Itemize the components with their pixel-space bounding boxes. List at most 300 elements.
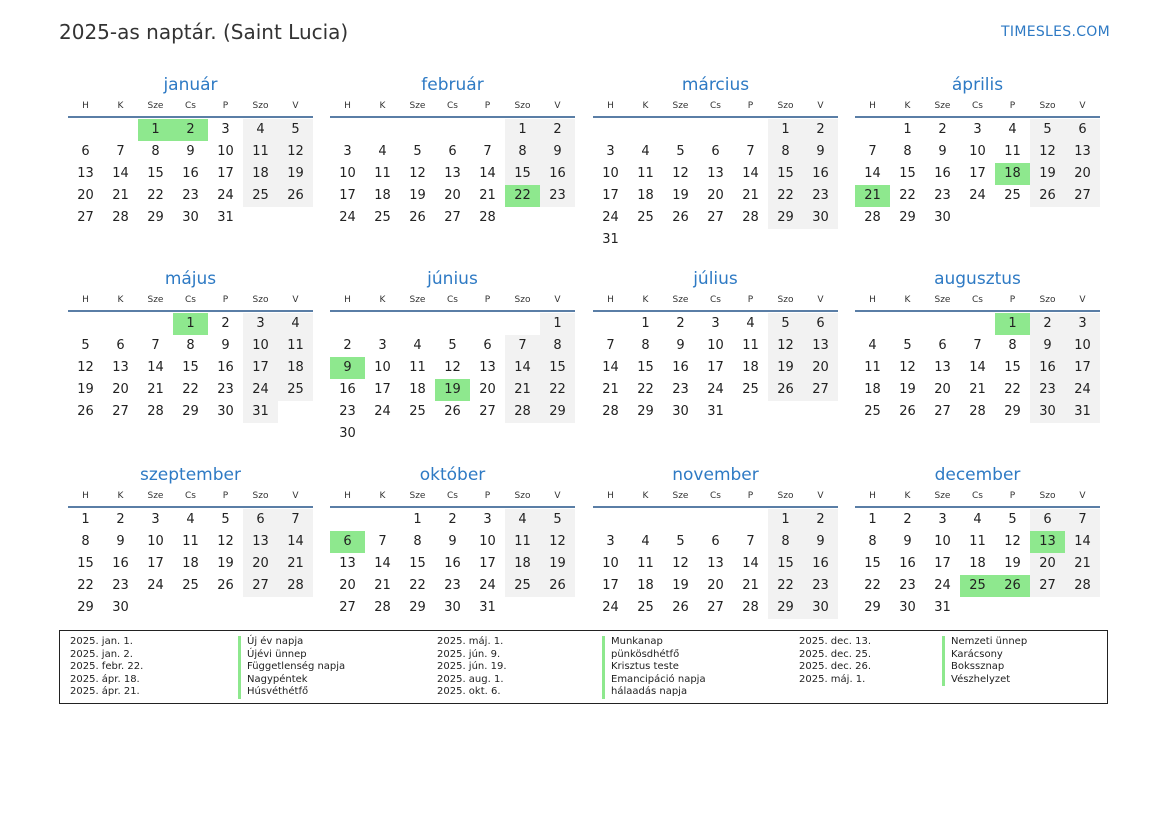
legend-date: 2025. dec. 25. xyxy=(799,648,872,660)
month-name: december xyxy=(934,465,1021,485)
day-cell: 10 xyxy=(934,534,951,549)
day-cell: 11 xyxy=(969,534,986,549)
empty-cell xyxy=(960,313,995,335)
day-cell: 12 xyxy=(1030,141,1065,163)
day-cell: 6 xyxy=(803,313,838,335)
day-cell: 19 xyxy=(1030,163,1065,185)
day-cell: 31 xyxy=(1065,401,1100,423)
day-cell: 13 xyxy=(803,335,838,357)
month-block xyxy=(855,465,1100,619)
day-cell: 30 xyxy=(672,404,689,419)
legend-date: 2025. jún. 9. xyxy=(437,648,501,660)
day-cell: 23 xyxy=(803,575,838,597)
holiday-day-cell: 18 xyxy=(995,163,1030,185)
weekday-label: Cs xyxy=(972,295,983,305)
day-cell: 15 xyxy=(768,163,803,185)
day-cell: 28 xyxy=(742,210,759,225)
day-cell: 11 xyxy=(505,531,540,553)
weekday-header xyxy=(855,488,1100,508)
day-cell: 28 xyxy=(602,404,619,419)
empty-cell xyxy=(103,119,138,141)
day-cell: 13 xyxy=(934,360,951,375)
day-cell: 8 xyxy=(868,534,877,549)
month-block xyxy=(68,75,313,229)
legend-holiday-name: Húsvéthétfő xyxy=(238,686,345,699)
day-cell: 14 xyxy=(147,360,164,375)
month-name: augusztus xyxy=(934,269,1021,289)
empty-cell xyxy=(733,509,768,531)
weekday-label: Szo xyxy=(777,491,794,501)
day-cell: 3 xyxy=(1065,313,1100,335)
day-cell: 13 xyxy=(707,166,724,181)
empty-cell xyxy=(663,119,698,141)
day-cell: 13 xyxy=(243,531,278,553)
day-cell: 15 xyxy=(864,556,881,571)
day-cell: 5 xyxy=(221,512,230,527)
day-cell: 15 xyxy=(899,166,916,181)
weekday-header xyxy=(330,98,575,118)
day-cell: 3 xyxy=(606,534,615,549)
day-cell: 27 xyxy=(1065,185,1100,207)
day-cell: 18 xyxy=(864,382,881,397)
day-grid xyxy=(68,119,313,229)
weekday-label: V xyxy=(292,101,299,111)
day-cell: 26 xyxy=(672,210,689,225)
day-cell: 13 xyxy=(77,166,94,181)
weekday-label: K xyxy=(904,101,911,111)
weekday-header xyxy=(593,98,838,118)
weekday-label: Szo xyxy=(514,491,531,501)
day-cell: 24 xyxy=(339,210,356,225)
day-cell: 17 xyxy=(479,556,496,571)
day-cell: 18 xyxy=(637,188,654,203)
day-cell: 29 xyxy=(182,404,199,419)
weekday-label: V xyxy=(292,295,299,305)
day-cell: 17 xyxy=(374,382,391,397)
legend-holiday-name: Munkanap xyxy=(602,636,706,649)
day-cell: 18 xyxy=(409,382,426,397)
legend-names-col-1 xyxy=(238,636,345,699)
day-cell: 4 xyxy=(278,313,313,335)
day-cell: 7 xyxy=(278,509,313,531)
day-cell: 5 xyxy=(448,338,457,353)
day-cell: 21 xyxy=(969,382,986,397)
weekday-label: V xyxy=(817,101,824,111)
day-cell: 2 xyxy=(803,119,838,141)
day-cell: 29 xyxy=(899,210,916,225)
month-name: február xyxy=(421,75,484,95)
day-cell: 15 xyxy=(505,163,540,185)
day-cell: 9 xyxy=(1030,335,1065,357)
day-cell: 21 xyxy=(147,382,164,397)
day-cell: 1 xyxy=(868,512,877,527)
day-cell: 31 xyxy=(602,232,619,247)
weekday-label: Cs xyxy=(972,101,983,111)
day-cell: 27 xyxy=(707,600,724,615)
day-cell: 10 xyxy=(969,144,986,159)
weekday-label: K xyxy=(642,295,649,305)
day-cell: 14 xyxy=(505,357,540,379)
day-cell: 23 xyxy=(899,578,916,593)
day-cell: 22 xyxy=(147,188,164,203)
day-cell: 31 xyxy=(243,401,278,423)
day-cell: 20 xyxy=(707,578,724,593)
day-cell: 8 xyxy=(1008,338,1017,353)
day-cell: 9 xyxy=(803,531,838,553)
day-grid xyxy=(330,119,575,229)
day-cell: 11 xyxy=(243,141,278,163)
day-cell: 1 xyxy=(903,122,912,137)
weekday-label: Szo xyxy=(1039,295,1056,305)
day-cell: 4 xyxy=(1008,122,1017,137)
day-cell: 8 xyxy=(81,534,90,549)
day-cell: 23 xyxy=(339,404,356,419)
weekday-label: H xyxy=(607,101,614,111)
weekday-label: H xyxy=(82,295,89,305)
day-cell: 19 xyxy=(768,357,803,379)
day-cell: 30 xyxy=(899,600,916,615)
day-cell: 6 xyxy=(448,144,457,159)
day-cell: 19 xyxy=(672,578,689,593)
brand-link[interactable]: TIMESLES.COM xyxy=(1001,24,1110,40)
holiday-day-cell: 2 xyxy=(173,119,208,141)
holiday-day-cell: 19 xyxy=(435,379,470,401)
day-cell: 7 xyxy=(973,338,982,353)
weekday-label: K xyxy=(904,491,911,501)
day-cell: 12 xyxy=(1004,534,1021,549)
weekday-label: P xyxy=(222,101,229,111)
day-cell: 12 xyxy=(77,360,94,375)
weekday-label: V xyxy=(292,491,299,501)
weekday-header xyxy=(593,292,838,312)
day-cell: 16 xyxy=(803,163,838,185)
day-cell: 23 xyxy=(934,188,951,203)
day-cell: 30 xyxy=(1030,401,1065,423)
day-cell: 23 xyxy=(182,188,199,203)
weekday-label: P xyxy=(747,295,754,305)
day-cell: 14 xyxy=(864,166,881,181)
day-cell: 10 xyxy=(602,556,619,571)
day-cell: 25 xyxy=(637,600,654,615)
day-cell: 9 xyxy=(116,534,125,549)
day-cell: 12 xyxy=(278,141,313,163)
day-cell: 3 xyxy=(243,313,278,335)
weekday-label: P xyxy=(1009,491,1016,501)
day-cell: 28 xyxy=(374,600,391,615)
day-cell: 15 xyxy=(637,360,654,375)
day-cell: 24 xyxy=(147,578,164,593)
legend-holiday-name: Karácsony xyxy=(942,649,1027,662)
day-cell: 21 xyxy=(112,188,129,203)
day-cell: 23 xyxy=(803,185,838,207)
empty-cell xyxy=(470,313,505,335)
weekday-label: V xyxy=(1079,295,1086,305)
empty-cell xyxy=(593,313,628,335)
day-cell: 28 xyxy=(969,404,986,419)
day-cell: 9 xyxy=(221,338,230,353)
day-cell: 12 xyxy=(409,166,426,181)
empty-cell xyxy=(330,313,365,335)
day-cell: 25 xyxy=(182,578,199,593)
day-cell: 23 xyxy=(672,382,689,397)
month-block xyxy=(330,269,575,445)
weekday-label: Sze xyxy=(672,295,689,305)
day-cell: 10 xyxy=(147,534,164,549)
day-cell: 16 xyxy=(444,556,461,571)
day-cell: 9 xyxy=(803,141,838,163)
day-cell: 27 xyxy=(707,210,724,225)
day-cell: 31 xyxy=(479,600,496,615)
day-cell: 16 xyxy=(803,553,838,575)
day-cell: 27 xyxy=(77,210,94,225)
day-cell: 11 xyxy=(742,338,759,353)
empty-cell xyxy=(138,313,173,335)
day-cell: 8 xyxy=(540,335,575,357)
weekday-label: H xyxy=(607,491,614,501)
day-cell: 23 xyxy=(1030,379,1065,401)
page-title: 2025-as naptár. (Saint Lucia) xyxy=(59,20,349,44)
weekday-label: Szo xyxy=(1039,491,1056,501)
day-cell: 25 xyxy=(505,575,540,597)
legend-date: 2025. ápr. 21. xyxy=(70,686,140,697)
day-cell: 19 xyxy=(217,556,234,571)
day-cell: 17 xyxy=(969,166,986,181)
day-cell: 17 xyxy=(1065,357,1100,379)
day-cell: 15 xyxy=(182,360,199,375)
day-cell: 6 xyxy=(938,338,947,353)
weekday-label: Cs xyxy=(710,491,721,501)
day-cell: 28 xyxy=(1065,575,1100,597)
month-block xyxy=(593,75,838,251)
weekday-label: Cs xyxy=(710,101,721,111)
day-cell: 10 xyxy=(602,166,619,181)
weekday-label: V xyxy=(817,491,824,501)
day-cell: 29 xyxy=(864,600,881,615)
day-cell: 1 xyxy=(505,119,540,141)
holiday-day-cell: 13 xyxy=(1030,531,1065,553)
day-cell: 11 xyxy=(864,360,881,375)
day-cell: 18 xyxy=(969,556,986,571)
weekday-label: H xyxy=(344,101,351,111)
legend-date: 2025. jún. 19. xyxy=(437,661,507,672)
legend-holiday-name: Nagypéntek xyxy=(238,674,345,687)
day-cell: 1 xyxy=(641,316,650,331)
day-cell: 2 xyxy=(803,509,838,531)
day-cell: 30 xyxy=(934,210,951,225)
day-cell: 11 xyxy=(1004,144,1021,159)
day-cell: 7 xyxy=(483,144,492,159)
holiday-day-cell: 26 xyxy=(995,575,1030,597)
weekday-label: K xyxy=(117,491,124,501)
empty-cell xyxy=(330,119,365,141)
day-cell: 12 xyxy=(540,531,575,553)
legend-date: 2025. dec. 26. xyxy=(799,661,872,672)
day-cell: 13 xyxy=(707,556,724,571)
day-cell: 24 xyxy=(934,578,951,593)
empty-cell xyxy=(855,313,890,335)
day-cell: 8 xyxy=(186,338,195,353)
day-cell: 21 xyxy=(278,553,313,575)
weekday-label: K xyxy=(379,491,386,501)
day-cell: 12 xyxy=(217,534,234,549)
day-cell: 5 xyxy=(540,509,575,531)
day-cell: 3 xyxy=(483,512,492,527)
day-cell: 17 xyxy=(243,357,278,379)
day-cell: 18 xyxy=(243,163,278,185)
day-cell: 19 xyxy=(77,382,94,397)
weekday-header xyxy=(68,488,313,508)
day-cell: 20 xyxy=(77,188,94,203)
day-cell: 19 xyxy=(278,163,313,185)
weekday-label: H xyxy=(869,295,876,305)
day-cell: 24 xyxy=(602,600,619,615)
weekday-label: P xyxy=(747,101,754,111)
day-cell: 5 xyxy=(768,313,803,335)
month-block xyxy=(593,269,838,423)
empty-cell xyxy=(698,119,733,141)
day-cell: 2 xyxy=(116,512,125,527)
day-cell: 27 xyxy=(243,575,278,597)
month-name: május xyxy=(164,269,217,289)
day-cell: 22 xyxy=(77,578,94,593)
day-grid xyxy=(593,509,838,619)
day-cell: 12 xyxy=(444,360,461,375)
day-cell: 30 xyxy=(803,207,838,229)
weekday-label: K xyxy=(117,295,124,305)
weekday-label: K xyxy=(904,295,911,305)
empty-cell xyxy=(365,313,400,335)
day-cell: 26 xyxy=(77,404,94,419)
day-cell: 4 xyxy=(243,119,278,141)
day-cell: 12 xyxy=(672,166,689,181)
day-grid xyxy=(855,509,1100,619)
day-cell: 28 xyxy=(742,600,759,615)
day-cell: 11 xyxy=(278,335,313,357)
weekday-label: H xyxy=(869,101,876,111)
day-cell: 20 xyxy=(339,578,356,593)
empty-cell xyxy=(733,119,768,141)
day-cell: 22 xyxy=(899,188,916,203)
day-cell: 25 xyxy=(1004,188,1021,203)
day-grid xyxy=(330,313,575,445)
day-cell: 4 xyxy=(378,144,387,159)
day-cell: 7 xyxy=(1065,509,1100,531)
day-cell: 7 xyxy=(151,338,160,353)
day-cell: 2 xyxy=(676,316,685,331)
weekday-label: Szo xyxy=(252,295,269,305)
weekday-header xyxy=(855,98,1100,118)
legend-holiday-name: Függetlenség napja xyxy=(238,661,345,674)
legend-date: 2025. máj. 1. xyxy=(437,636,504,647)
day-cell: 11 xyxy=(637,556,654,571)
day-cell: 3 xyxy=(973,122,982,137)
day-cell: 8 xyxy=(768,531,803,553)
day-cell: 22 xyxy=(768,575,803,597)
day-cell: 4 xyxy=(746,316,755,331)
holiday-day-cell: 1 xyxy=(138,119,173,141)
weekday-label: Cs xyxy=(185,491,196,501)
day-cell: 22 xyxy=(768,185,803,207)
day-cell: 5 xyxy=(676,534,685,549)
day-cell: 19 xyxy=(899,382,916,397)
day-cell: 29 xyxy=(1004,404,1021,419)
day-cell: 26 xyxy=(409,210,426,225)
day-grid xyxy=(593,119,838,251)
day-cell: 16 xyxy=(112,556,129,571)
day-cell: 16 xyxy=(339,382,356,397)
day-cell: 9 xyxy=(540,141,575,163)
day-cell: 19 xyxy=(409,188,426,203)
legend-date: 2025. jan. 2. xyxy=(70,648,133,660)
month-name: március xyxy=(681,75,750,95)
day-cell: 24 xyxy=(969,188,986,203)
day-cell: 8 xyxy=(641,338,650,353)
legend-dates-col-3 xyxy=(799,636,871,686)
day-cell: 27 xyxy=(803,379,838,401)
weekday-label: H xyxy=(869,491,876,501)
weekday-label: P xyxy=(1009,295,1016,305)
day-cell: 6 xyxy=(1065,119,1100,141)
day-cell: 21 xyxy=(1065,553,1100,575)
day-cell: 17 xyxy=(707,360,724,375)
day-cell: 17 xyxy=(934,556,951,571)
day-cell: 14 xyxy=(602,360,619,375)
day-cell: 18 xyxy=(182,556,199,571)
day-cell: 30 xyxy=(339,426,356,441)
empty-cell xyxy=(925,313,960,335)
day-cell: 12 xyxy=(768,335,803,357)
day-cell: 10 xyxy=(374,360,391,375)
day-cell: 19 xyxy=(1004,556,1021,571)
day-cell: 4 xyxy=(505,509,540,531)
day-grid xyxy=(68,509,313,619)
day-cell: 27 xyxy=(444,210,461,225)
empty-cell xyxy=(103,313,138,335)
day-cell: 19 xyxy=(540,553,575,575)
day-cell: 6 xyxy=(243,509,278,531)
day-cell: 1 xyxy=(413,512,422,527)
weekday-label: H xyxy=(82,491,89,501)
legend-date: 2025. jan. 1. xyxy=(70,636,133,647)
weekday-label: P xyxy=(222,295,229,305)
empty-cell xyxy=(470,119,505,141)
day-cell: 10 xyxy=(243,335,278,357)
day-cell: 21 xyxy=(374,578,391,593)
day-cell: 10 xyxy=(479,534,496,549)
weekday-label: Sze xyxy=(409,295,426,305)
empty-cell xyxy=(68,119,103,141)
day-cell: 13 xyxy=(444,166,461,181)
weekday-label: Sze xyxy=(147,491,164,501)
empty-cell xyxy=(628,509,663,531)
day-cell: 10 xyxy=(1065,335,1100,357)
day-cell: 25 xyxy=(637,210,654,225)
month-name: október xyxy=(419,465,486,485)
month-name: november xyxy=(672,465,759,485)
day-cell: 28 xyxy=(479,210,496,225)
day-cell: 2 xyxy=(938,122,947,137)
day-cell: 11 xyxy=(637,166,654,181)
weekday-label: Sze xyxy=(934,491,951,501)
day-cell: 20 xyxy=(707,188,724,203)
holiday-day-cell: 22 xyxy=(505,185,540,207)
empty-cell xyxy=(365,119,400,141)
day-cell: 13 xyxy=(479,360,496,375)
weekday-label: Cs xyxy=(972,491,983,501)
weekday-label: Sze xyxy=(147,295,164,305)
weekday-header xyxy=(68,98,313,118)
day-cell: 5 xyxy=(81,338,90,353)
